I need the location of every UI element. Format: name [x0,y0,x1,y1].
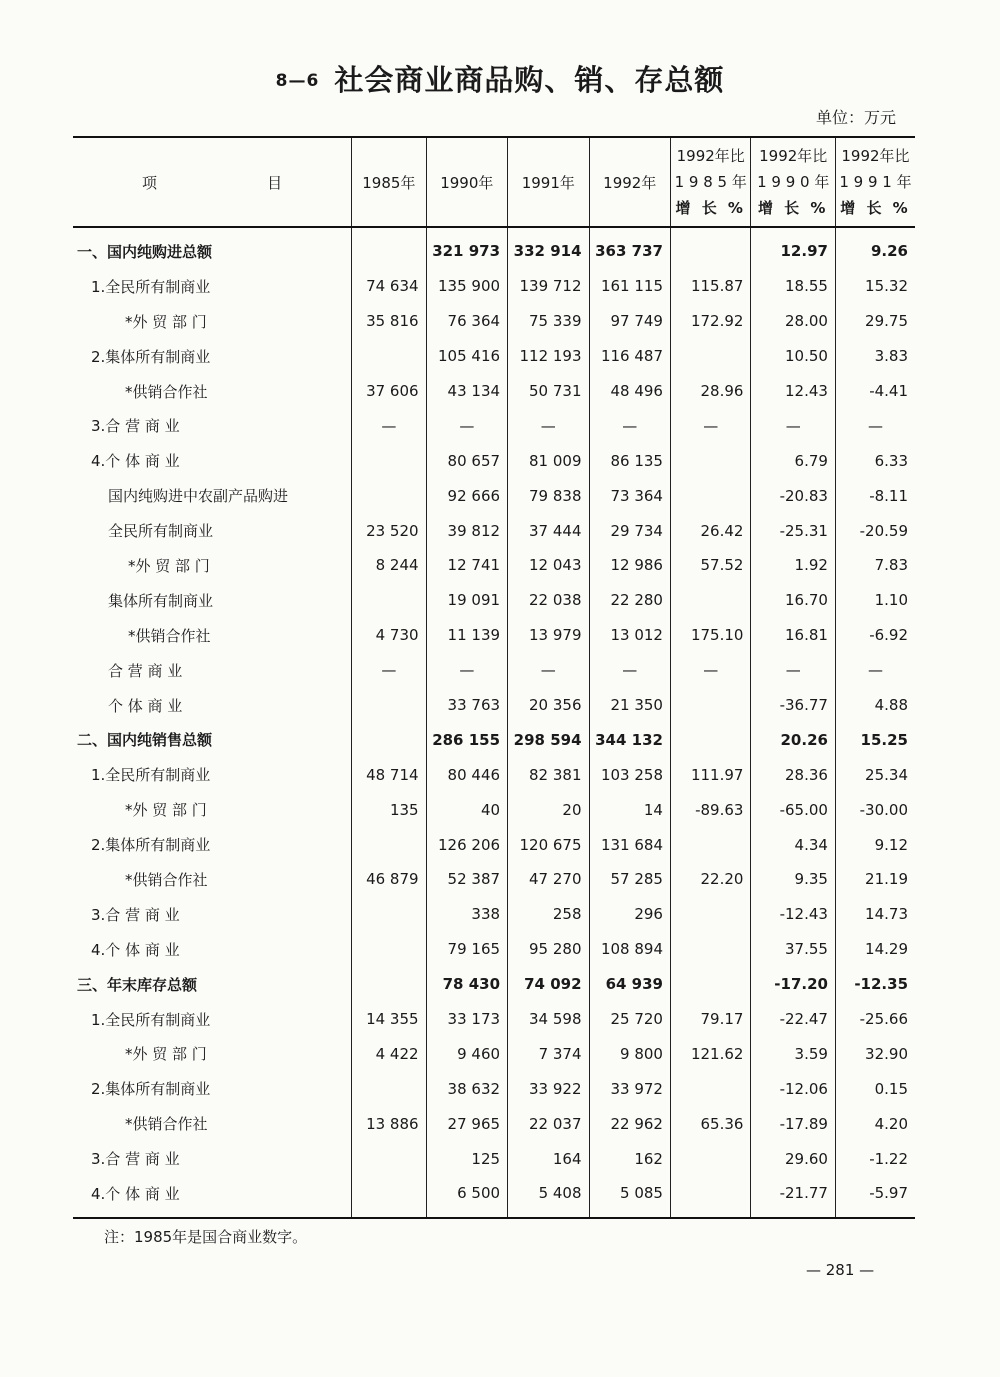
cell-growth-vs-1985 [670,478,750,513]
cell-value-1985 [352,583,426,618]
row-label: *供销合作社 [125,382,208,401]
table-row [73,1176,915,1218]
cell-growth-vs-1990: -65.00 [751,792,836,827]
unit-label: 单位：万元 [815,108,896,127]
cell-growth-vs-1991: 1.10 [835,583,915,618]
table-row [73,1106,915,1141]
cell-value-1990: 92 666 [426,478,507,513]
cell-value-1985: 13 886 [352,1106,426,1141]
cell-growth-vs-1991: -12.35 [835,967,915,1002]
table-row [73,722,915,757]
cell-growth-vs-1990: 20.26 [751,722,836,757]
header-year-1992: 1992年 [589,137,670,227]
cell-value-1985: 4 730 [352,618,426,653]
table-row [73,792,915,827]
table-row [73,967,915,1002]
cell-growth-vs-1985: 175.10 [670,618,750,653]
table-row [73,618,915,653]
row-label: 二、国内纯销售总额 [77,731,213,750]
row-label: 2.集体所有制商业 [91,1080,211,1099]
cell-growth-vs-1990: 29.60 [751,1141,836,1176]
cell-value-1992: 21 350 [589,688,670,723]
table-row [73,757,915,792]
cell-growth-vs-1991: -25.66 [835,1002,915,1037]
table-title: 社会商业商品购、销、存总额 [334,63,725,97]
cell-growth-vs-1985: 79.17 [670,1002,750,1037]
cell-growth-vs-1991: 21.19 [835,862,915,897]
footnote: 注：1985年是国合商业数字。 [104,1228,308,1246]
cell-value-1990: 6 500 [426,1176,507,1218]
cell-growth-vs-1985: 115.87 [670,269,750,304]
cell-value-1991: 33 922 [508,1071,589,1106]
cell-growth-vs-1991: -1.22 [835,1141,915,1176]
cell-value-1991: 5 408 [508,1176,589,1218]
cell-value-1990: 38 632 [426,1071,507,1106]
cell-value-1990: 338 [426,897,507,932]
statistics-table [73,136,915,1219]
cell-value-1985: 37 606 [352,374,426,409]
row-label: 2.集体所有制商业 [91,836,211,855]
table-row [73,688,915,723]
cell-growth-vs-1991: 4.20 [835,1106,915,1141]
cell-growth-vs-1991: 14.73 [835,897,915,932]
table-row [73,862,915,897]
cell-growth-vs-1985 [670,1071,750,1106]
cell-growth-vs-1985 [670,967,750,1002]
table-row [73,227,915,269]
cell-growth-vs-1990: 16.70 [751,583,836,618]
cell-value-1991: 34 598 [508,1002,589,1037]
cell-value-1992: 57 285 [589,862,670,897]
table-row [73,583,915,618]
row-label: 4.个 体 商 业 [91,1184,180,1203]
table-row [73,374,915,409]
table-row [73,548,915,583]
cell-value-1985 [352,967,426,1002]
cell-growth-vs-1985: 28.96 [670,374,750,409]
cell-growth-vs-1985: — [670,408,750,443]
cell-value-1991: 82 381 [508,757,589,792]
cell-value-1985 [352,1141,426,1176]
cell-value-1985 [352,897,426,932]
cell-value-1985 [352,932,426,967]
cell-value-1990: 125 [426,1141,507,1176]
cell-value-1992: — [589,408,670,443]
cell-value-1992: 33 972 [589,1071,670,1106]
cell-value-1992: 86 135 [589,443,670,478]
cell-growth-vs-1985: 22.20 [670,862,750,897]
row-label: *外 贸 部 门 [125,801,207,820]
cell-growth-vs-1985: 57.52 [670,548,750,583]
row-label: *外 贸 部 门 [128,556,210,575]
cell-growth-vs-1991: -4.41 [835,374,915,409]
row-label: *外 贸 部 门 [125,312,207,331]
cell-growth-vs-1985 [670,827,750,862]
header-growth-vs-1985: 1992年比 1 9 8 5 年 增 长 % [670,137,750,227]
cell-growth-vs-1990: 37.55 [751,932,836,967]
cell-growth-vs-1990: -36.77 [751,688,836,723]
cell-growth-vs-1991: 29.75 [835,304,915,339]
row-label: 1.全民所有制商业 [91,1010,211,1029]
header-row [73,137,915,227]
cell-growth-vs-1991: — [835,408,915,443]
cell-growth-vs-1990: -22.47 [751,1002,836,1037]
table-body [73,227,915,1218]
cell-growth-vs-1990: -17.20 [751,967,836,1002]
cell-value-1990: 12 741 [426,548,507,583]
cell-growth-vs-1985 [670,897,750,932]
cell-growth-vs-1991: 25.34 [835,757,915,792]
row-label: 2.集体所有制商业 [91,347,211,366]
cell-value-1985: — [352,653,426,688]
cell-value-1985: 14 355 [352,1002,426,1037]
row-label: 全民所有制商业 [108,522,214,541]
cell-value-1985 [352,722,426,757]
header-year-1990: 1990年 [426,137,507,227]
row-label: *外 贸 部 门 [125,1045,207,1064]
cell-growth-vs-1985 [670,688,750,723]
cell-growth-vs-1985 [670,443,750,478]
cell-growth-vs-1991: 6.33 [835,443,915,478]
cell-growth-vs-1990: 12.43 [751,374,836,409]
cell-growth-vs-1990: 9.35 [751,862,836,897]
table-row [73,478,915,513]
cell-growth-vs-1990: -20.83 [751,478,836,513]
cell-value-1985: 35 816 [352,304,426,339]
cell-growth-vs-1991: -8.11 [835,478,915,513]
cell-value-1991: 22 037 [508,1106,589,1141]
cell-growth-vs-1990: — [751,408,836,443]
cell-growth-vs-1990: 6.79 [751,443,836,478]
table-row [73,1071,915,1106]
row-label: 国内纯购进中农副产品购进 [108,487,289,506]
cell-value-1992: 29 734 [589,513,670,548]
cell-growth-vs-1991: -20.59 [835,513,915,548]
cell-value-1990: 126 206 [426,827,507,862]
cell-growth-vs-1985 [670,932,750,967]
cell-value-1991: 81 009 [508,443,589,478]
table-row [73,932,915,967]
cell-growth-vs-1991: -6.92 [835,618,915,653]
cell-value-1990: 27 965 [426,1106,507,1141]
cell-value-1992: 162 [589,1141,670,1176]
table-row [73,339,915,374]
table-row [73,1036,915,1071]
cell-value-1990: 33 173 [426,1002,507,1037]
cell-value-1991: 95 280 [508,932,589,967]
cell-growth-vs-1985 [670,1141,750,1176]
cell-value-1992: 22 280 [589,583,670,618]
cell-value-1990: 52 387 [426,862,507,897]
row-label: 3.合 营 商 业 [91,417,180,436]
cell-value-1992: 25 720 [589,1002,670,1037]
header-growth-vs-1991: 1992年比 1 9 9 1 年 增 长 % [835,137,915,227]
cell-growth-vs-1990: 28.36 [751,757,836,792]
cell-value-1990: 135 900 [426,269,507,304]
cell-value-1990: 79 165 [426,932,507,967]
row-label: *供销合作社 [128,626,211,645]
cell-growth-vs-1991: 3.83 [835,339,915,374]
row-label: *供销合作社 [125,1115,208,1134]
cell-growth-vs-1991: 0.15 [835,1071,915,1106]
cell-value-1992: 13 012 [589,618,670,653]
cell-growth-vs-1985: 26.42 [670,513,750,548]
cell-value-1991: 258 [508,897,589,932]
cell-value-1990: 9 460 [426,1036,507,1071]
cell-value-1990: — [426,653,507,688]
cell-value-1990: 43 134 [426,374,507,409]
cell-value-1990: 11 139 [426,618,507,653]
cell-growth-vs-1990: -25.31 [751,513,836,548]
cell-value-1985 [352,339,426,374]
cell-growth-vs-1990: — [751,653,836,688]
cell-value-1991: 79 838 [508,478,589,513]
cell-growth-vs-1991: 32.90 [835,1036,915,1071]
row-label: 1.全民所有制商业 [91,766,211,785]
cell-value-1992: 22 962 [589,1106,670,1141]
table-row [73,513,915,548]
row-label: 3.合 营 商 业 [91,905,180,924]
cell-value-1990: 321 973 [426,227,507,269]
cell-value-1985 [352,1071,426,1106]
table-row [73,897,915,932]
cell-growth-vs-1985 [670,339,750,374]
cell-value-1985: 23 520 [352,513,426,548]
cell-value-1985: 4 422 [352,1036,426,1071]
header-item: 项 目 [73,137,352,227]
cell-growth-vs-1985: 65.36 [670,1106,750,1141]
cell-value-1991: 112 193 [508,339,589,374]
page-number: — 281 — [806,1261,875,1279]
cell-value-1992: 161 115 [589,269,670,304]
cell-value-1985: 135 [352,792,426,827]
cell-growth-vs-1985: 121.62 [670,1036,750,1071]
cell-value-1991: 332 914 [508,227,589,269]
cell-growth-vs-1985 [670,722,750,757]
cell-value-1985 [352,478,426,513]
cell-value-1992: 108 894 [589,932,670,967]
row-label: 合 营 商 业 [108,661,183,680]
cell-growth-vs-1990: -12.06 [751,1071,836,1106]
cell-value-1990: 39 812 [426,513,507,548]
row-label: 一、国内纯购进总额 [77,242,213,261]
cell-growth-vs-1985: -89.63 [670,792,750,827]
cell-value-1990: 105 416 [426,339,507,374]
cell-growth-vs-1991: 15.25 [835,722,915,757]
cell-value-1991: — [508,653,589,688]
cell-growth-vs-1991: 15.32 [835,269,915,304]
cell-value-1991: 120 675 [508,827,589,862]
cell-value-1990: 33 763 [426,688,507,723]
cell-value-1992: 12 986 [589,548,670,583]
cell-value-1990: 78 430 [426,967,507,1002]
cell-value-1985: — [352,408,426,443]
cell-value-1991: 13 979 [508,618,589,653]
cell-value-1991: 12 043 [508,548,589,583]
cell-value-1992: 5 085 [589,1176,670,1218]
cell-growth-vs-1985 [670,227,750,269]
cell-growth-vs-1990: 4.34 [751,827,836,862]
cell-growth-vs-1985 [670,1176,750,1218]
cell-value-1985 [352,443,426,478]
table-row [73,1141,915,1176]
cell-value-1991: 139 712 [508,269,589,304]
cell-growth-vs-1991: -30.00 [835,792,915,827]
cell-growth-vs-1990: 18.55 [751,269,836,304]
cell-value-1992: 344 132 [589,722,670,757]
cell-value-1992: 131 684 [589,827,670,862]
row-label: *供销合作社 [125,870,208,889]
cell-value-1991: 20 [508,792,589,827]
cell-value-1991: 298 594 [508,722,589,757]
cell-value-1985: 46 879 [352,862,426,897]
table-row [73,269,915,304]
table-number: 8—6 [275,71,320,91]
header-year-1985: 1985年 [352,137,426,227]
cell-growth-vs-1991: 4.88 [835,688,915,723]
cell-value-1991: 50 731 [508,374,589,409]
cell-value-1992: — [589,653,670,688]
cell-value-1990: 40 [426,792,507,827]
cell-growth-vs-1991: 7.83 [835,548,915,583]
header-growth-vs-1990: 1992年比 1 9 9 0 年 增 长 % [751,137,836,227]
cell-growth-vs-1990: 16.81 [751,618,836,653]
cell-growth-vs-1991: 9.26 [835,227,915,269]
cell-value-1991: 37 444 [508,513,589,548]
cell-value-1990: 76 364 [426,304,507,339]
cell-growth-vs-1990: 10.50 [751,339,836,374]
cell-value-1991: 7 374 [508,1036,589,1071]
row-label: 4.个 体 商 业 [91,940,180,959]
cell-value-1992: 73 364 [589,478,670,513]
cell-value-1990: 19 091 [426,583,507,618]
cell-growth-vs-1985: — [670,653,750,688]
row-label: 三、年末库存总额 [77,975,198,994]
table-row [73,443,915,478]
cell-value-1990: 80 446 [426,757,507,792]
cell-value-1992: 116 487 [589,339,670,374]
cell-value-1991: 22 038 [508,583,589,618]
cell-value-1990: — [426,408,507,443]
cell-growth-vs-1991: -5.97 [835,1176,915,1218]
table-row [73,653,915,688]
cell-growth-vs-1985: 111.97 [670,757,750,792]
cell-value-1985 [352,827,426,862]
cell-value-1991: 75 339 [508,304,589,339]
cell-growth-vs-1991: 9.12 [835,827,915,862]
cell-growth-vs-1985: 172.92 [670,304,750,339]
cell-value-1991: 74 092 [508,967,589,1002]
row-label: 4.个 体 商 业 [91,452,180,471]
cell-value-1992: 363 737 [589,227,670,269]
cell-value-1985: 8 244 [352,548,426,583]
cell-value-1992: 64 939 [589,967,670,1002]
table-row [73,304,915,339]
cell-value-1992: 97 749 [589,304,670,339]
cell-growth-vs-1991: 14.29 [835,932,915,967]
cell-value-1985: 48 714 [352,757,426,792]
cell-value-1985 [352,688,426,723]
cell-growth-vs-1990: 12.97 [751,227,836,269]
table-row [73,408,915,443]
cell-growth-vs-1985 [670,583,750,618]
cell-value-1990: 80 657 [426,443,507,478]
row-label: 3.合 营 商 业 [91,1150,180,1169]
cell-value-1985 [352,227,426,269]
cell-value-1992: 9 800 [589,1036,670,1071]
cell-value-1992: 48 496 [589,374,670,409]
row-label: 1.全民所有制商业 [91,277,211,296]
cell-value-1991: — [508,408,589,443]
cell-growth-vs-1990: 3.59 [751,1036,836,1071]
table-row [73,1002,915,1037]
cell-growth-vs-1990: -12.43 [751,897,836,932]
cell-growth-vs-1990: 1.92 [751,548,836,583]
cell-growth-vs-1991: — [835,653,915,688]
cell-value-1985 [352,1176,426,1218]
cell-growth-vs-1990: -21.77 [751,1176,836,1218]
row-label: 个 体 商 业 [108,696,183,715]
page-title [0,58,1000,99]
table-row [73,827,915,862]
cell-growth-vs-1990: -17.89 [751,1106,836,1141]
cell-value-1992: 296 [589,897,670,932]
cell-value-1991: 164 [508,1141,589,1176]
cell-value-1990: 286 155 [426,722,507,757]
cell-value-1992: 14 [589,792,670,827]
cell-value-1992: 103 258 [589,757,670,792]
row-label: 集体所有制商业 [108,591,214,610]
cell-value-1985: 74 634 [352,269,426,304]
cell-value-1991: 20 356 [508,688,589,723]
cell-value-1991: 47 270 [508,862,589,897]
cell-growth-vs-1990: 28.00 [751,304,836,339]
header-year-1991: 1991年 [508,137,589,227]
